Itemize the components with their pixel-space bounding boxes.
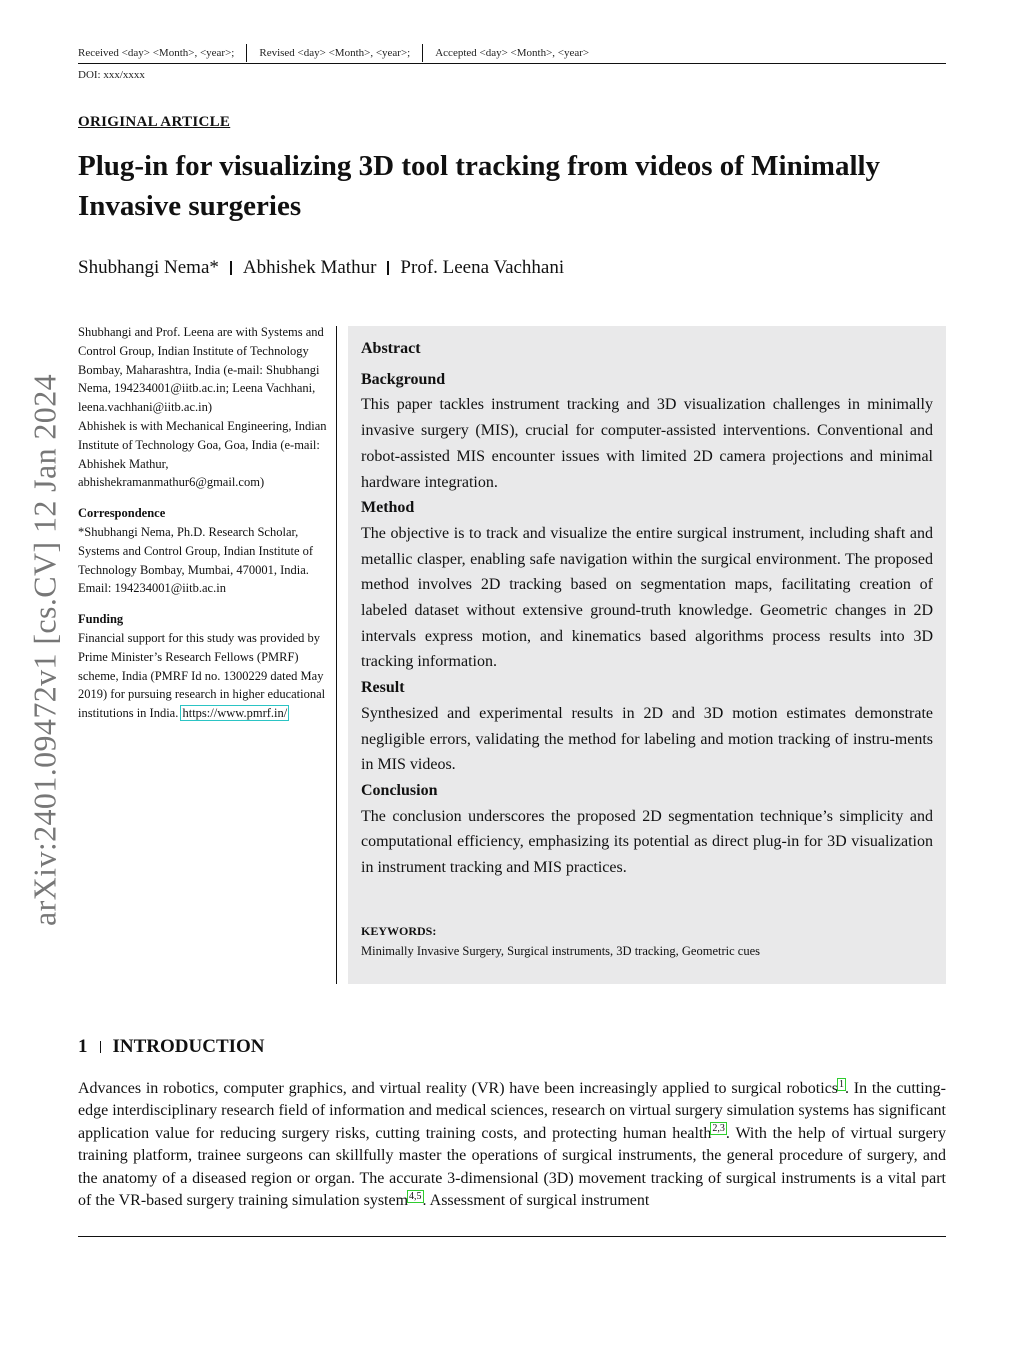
funding-block <box>78 629 330 723</box>
citation-link[interactable]: 4,5 <box>409 1190 422 1202</box>
result-text: Synthesized and experimental results in 2D and 3D motion estimates demonstrate negligible errors, validating the method for labeling and motion tracking of instru-ments in MIS videos. <box>361 704 933 774</box>
footer-rule <box>78 1236 946 1237</box>
funding-heading: Funding <box>78 612 124 627</box>
correspondence-heading: Correspondence <box>78 506 166 521</box>
separator <box>100 1041 101 1053</box>
result-heading: Result <box>361 679 405 697</box>
affiliation: Abhishek is with Mechanical Engineering, Indian Institute of Technology Goa, Goa, India (e-mail: Abhishek Mathur, abhishekramanmathur6@gmail.com) <box>78 418 327 490</box>
background-text: This paper tackles instrument tracking and 3D visualization challenges in minimally invasive surgery (MIS), crucial for computer-assisted interventions. Conventional and robot-assisted MIS encounter issues with limited 2D camera projections and minimal hardware integration. <box>361 396 933 491</box>
funding-text: Financial support for this study was provided by Prime Minister’s Research Fellows (PMRF) scheme, India (PMRF Id no. 1300229 dated May 2019) for pursuing research in higher educational institutions in India. <box>78 630 326 721</box>
affiliation: Shubhangi and Prof. Leena are with Systems and Control Group, Indian Institute of Technology Bombay, Maharashtra, India (e-mail: Shubhangi Nema, 194234001@iitb.ac.in; Leena Vachhani, leena.vachhani@iitb.ac.in) <box>78 325 324 415</box>
intro-text: . Assessment of surgical instrument <box>422 1192 650 1210</box>
separator <box>230 261 232 275</box>
author: Abhishek Mathur <box>242 257 377 278</box>
pmrf-link[interactable]: https://www.pmrf.in/ <box>182 706 288 721</box>
citation-link[interactable]: 2,3 <box>712 1123 725 1135</box>
paper-title: Plug-in for visualizing 3D tool tracking from videos of Minimally Invasive surgeries <box>78 150 881 222</box>
intro-text: . In the cutting-edge interdisciplinary research field of information and medical sciences, research on virtual surgery simulation systems has significant application value for reducing surgery risks, cutting training costs, and protecting human health <box>78 1080 947 1142</box>
separator <box>387 261 389 275</box>
keywords-list: Minimally Invasive Surgery, Surgical instruments, 3D tracking, Geometric cues <box>361 944 760 958</box>
abstract-box <box>348 326 946 984</box>
section-title: INTRODUCTION <box>112 1036 265 1057</box>
introduction-body <box>78 1078 946 1212</box>
separator <box>246 44 247 62</box>
method-heading: Method <box>361 499 415 517</box>
correspondence-text: *Shubhangi Nema, Ph.D. Research Scholar, Systems and Control Group, Indian Institute of Technology Bombay, Mumbai, 470001, India. Email: 194234001@iitb.ac.in <box>78 524 314 596</box>
header-rule <box>78 63 946 64</box>
conclusion-heading: Conclusion <box>361 781 438 799</box>
sidebar-info <box>78 323 330 723</box>
section-number: 1 <box>78 1036 88 1057</box>
author: Shubhangi Nema* <box>78 257 219 278</box>
article-type: ORIGINAL ARTICLE <box>78 114 231 130</box>
accepted-date: Accepted <day> <Month>, <year> <box>435 47 590 59</box>
conclusion-text: The conclusion underscores the proposed 2D segmentation technique’s simplicity and computational efficiency, emphasizing its potential as direct plug-in for 3D visualization in instrument tracking and MIS practices. <box>361 807 933 877</box>
separator <box>422 44 423 62</box>
author-list <box>78 257 564 279</box>
submission-dates <box>78 44 946 62</box>
background-heading: Background <box>361 370 446 388</box>
abstract-heading: Abstract <box>361 340 421 357</box>
arxiv-stamp: arXiv:2401.09472v1 [cs.CV] 12 Jan 2024 <box>26 373 63 927</box>
received-date: Received <day> <Month>, <year>; <box>78 47 235 59</box>
column-divider <box>336 326 337 984</box>
author: Prof. Leena Vachhani <box>400 257 565 278</box>
intro-text: . With the help of virtual surgery training platform, trainee surgeons can skillfully master the operations of surgical instruments, the general procedure of surgery, and the anatomy of a diseased region or organ. The accurate 3-dimensional (3D) movement tracking of surgical instruments is a vital part of the VR-based surgery training simulation system <box>78 1124 946 1210</box>
doi: DOI: xxx/xxxx <box>78 69 145 81</box>
revised-date: Revised <day> <Month>, <year>; <box>259 47 411 59</box>
intro-text: Advances in robotics, computer graphics, and virtual reality (VR) have been increasingly applied to surgical robotics <box>78 1080 839 1097</box>
citation-link[interactable]: 1 <box>839 1078 845 1090</box>
method-text: The objective is to track and visualize the entire surgical instrument, including shaft and metallic clasper, enabling safe navigation within the surgical environment. The proposed method involves 2D tracking based on segmentation maps, facilitating creation of labeled dataset without extensive ground-truth knowledge. Geometric changes in 2D intervals express motion, and kinematics based algorithms process results into 3D tracking information. <box>361 524 933 671</box>
section-heading <box>78 1036 265 1058</box>
keywords-heading: KEYWORDS: <box>361 924 437 938</box>
